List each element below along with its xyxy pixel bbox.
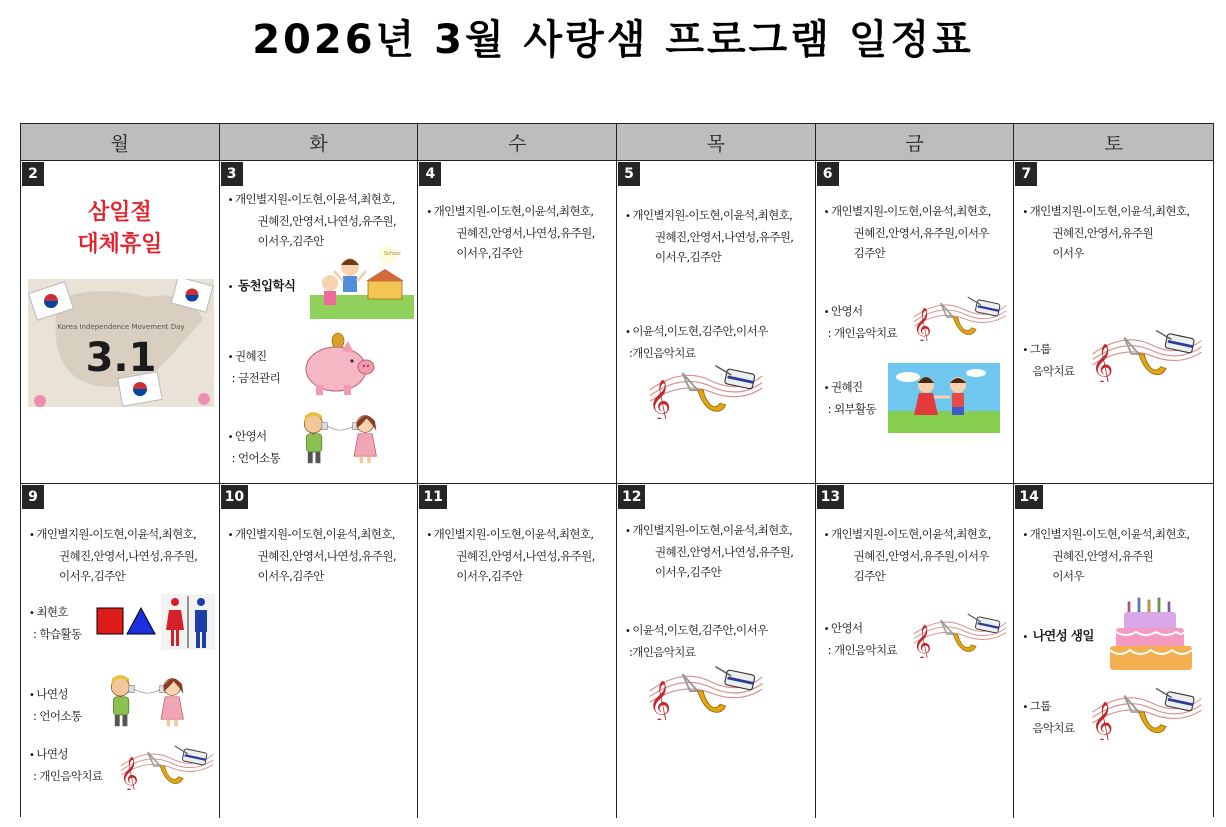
tin-can-phone-image	[105, 664, 189, 738]
date-badge: 11	[419, 485, 446, 509]
poster-31-text: 3.1	[85, 335, 157, 381]
activity-entry: • 최현호 : 학습활동	[29, 605, 82, 641]
page-title: 2026년 3월 사랑샘 프로그램 일정표	[252, 17, 974, 63]
day-cell-7	[1014, 161, 1213, 484]
date-badge: 6	[817, 162, 839, 186]
music-instruments-image	[645, 662, 767, 720]
outdoor-kids-image	[888, 363, 1000, 433]
support-entry: • 개인별지원-이도현,이윤석,최현호, 권혜진,안영서,유주원 이서우	[1022, 204, 1190, 260]
day-cell-5	[617, 161, 816, 484]
activity-entry: • 권혜진 : 금전관리	[227, 349, 281, 385]
day-cell-6	[816, 161, 1015, 484]
day-cell-11	[418, 484, 617, 818]
date-badge: 4	[419, 162, 441, 186]
day-cell-13	[816, 484, 1015, 818]
day-header-wed: 수	[418, 124, 617, 161]
svg-text:School: School	[383, 251, 401, 257]
activity-entry: • 안영서 : 개인음악치료	[823, 621, 898, 657]
birthday-entry: • 나연성 생일	[1022, 628, 1094, 643]
date-badge: 14	[1015, 485, 1042, 509]
day-cell-9	[21, 484, 220, 818]
day-cell-12	[617, 484, 816, 818]
activity-entry: • 그룹 음악치료	[1022, 699, 1075, 735]
day-header-fri: 금	[816, 124, 1015, 161]
support-entry: • 개인별지원-이도현,이윤석,최현호, 권혜진,안영서,나연성,유주원, 이서우,김주안	[426, 527, 595, 583]
activity-entry: • 안영서 : 개인음악치료	[823, 304, 898, 340]
independence-day-poster	[28, 279, 214, 407]
date-badge: 2	[22, 162, 44, 186]
activity-entry: • 나연성 : 언어소통	[29, 687, 82, 723]
day-cell-4	[418, 161, 617, 484]
music-instruments-image	[645, 361, 767, 419]
birthday-cake-image	[1110, 596, 1192, 672]
support-entry: • 개인별지원-이도현,이윤석,최현호, 권혜진,안영서,나연성,유주원, 이서우,김주안	[227, 527, 396, 583]
support-entry: • 개인별지원-이도현,이윤석,최현호, 권혜진,안영서,나연성,유주원, 이서우,김주안	[426, 204, 595, 260]
day-cell-14	[1014, 484, 1213, 818]
day-cell-10	[220, 484, 419, 818]
svg-text:Korea Independence Movement Da: Korea Independence Movement Day	[57, 323, 185, 331]
music-instruments-image	[1088, 326, 1206, 382]
support-entry: • 개인별지원-이도현,이윤석,최현호, 권혜진,안영서,나연성,유주원, 이서우,김주안	[625, 208, 794, 264]
calendar-grid	[20, 123, 1214, 817]
music-instruments-image	[1088, 684, 1206, 740]
activity-entry: • 안영서 : 언어소통	[227, 429, 281, 465]
support-entry: • 개인별지원-이도현,이윤석,최현호, 권혜진,안영서,나연성,유주원, 이서우,김주안	[227, 192, 396, 248]
piggy-bank-image	[298, 329, 378, 399]
shapes-and-restroom-icon	[95, 594, 215, 652]
day-header-sat: 토	[1014, 124, 1213, 161]
date-badge: 5	[618, 162, 640, 186]
holiday-label: 삼일절 대체휴일	[77, 200, 163, 257]
support-entry: • 개인별지원-이도현,이윤석,최현호, 권혜진,안영서,나연성,유주원, 이서우,김주안	[29, 527, 198, 583]
date-badge: 3	[221, 162, 243, 186]
music-instruments-image	[910, 293, 1010, 341]
tin-can-phone-image	[298, 401, 382, 475]
activity-entry: • 권혜진 : 외부활동	[823, 380, 877, 416]
support-entry: • 개인별지원-이도현,이윤석,최현호, 권혜진,안영서,유주원 이서우	[1022, 527, 1190, 583]
date-badge: 12	[618, 485, 645, 509]
date-badge: 13	[817, 485, 844, 509]
activity-entry: • 그룹 음악치료	[1022, 342, 1075, 378]
school-kids-image	[310, 243, 414, 319]
activity-entry: • 나연성 : 개인음악치료	[29, 747, 103, 783]
support-entry: • 개인별지원-이도현,이윤석,최현호, 권혜진,안영서,나연성,유주원, 이서우,김주안	[625, 523, 794, 579]
event-entry: • 동천입학식	[227, 278, 296, 293]
music-therapy-entry: • 이윤석,이도현,김주안,이서우 :개인음악치료	[625, 623, 768, 659]
date-badge: 9	[22, 485, 44, 509]
day-cell-3	[220, 161, 419, 484]
day-header-mon: 월	[21, 124, 220, 161]
music-instruments-image	[117, 742, 217, 790]
date-badge: 7	[1015, 162, 1037, 186]
music-instruments-image	[910, 610, 1010, 658]
day-header-thu: 목	[617, 124, 816, 161]
support-entry: • 개인별지원-이도현,이윤석,최현호, 권혜진,안영서,유주원,이서우 김주안	[823, 527, 991, 583]
music-therapy-entry: • 이윤석,이도현,김주안,이서우 :개인음악치료	[625, 324, 768, 360]
day-cell-2	[21, 161, 220, 484]
support-entry: • 개인별지원-이도현,이윤석,최현호, 권혜진,안영서,유주원,이서우 김주안	[823, 204, 991, 260]
day-header-tue: 화	[220, 124, 419, 161]
date-badge: 10	[221, 485, 248, 509]
